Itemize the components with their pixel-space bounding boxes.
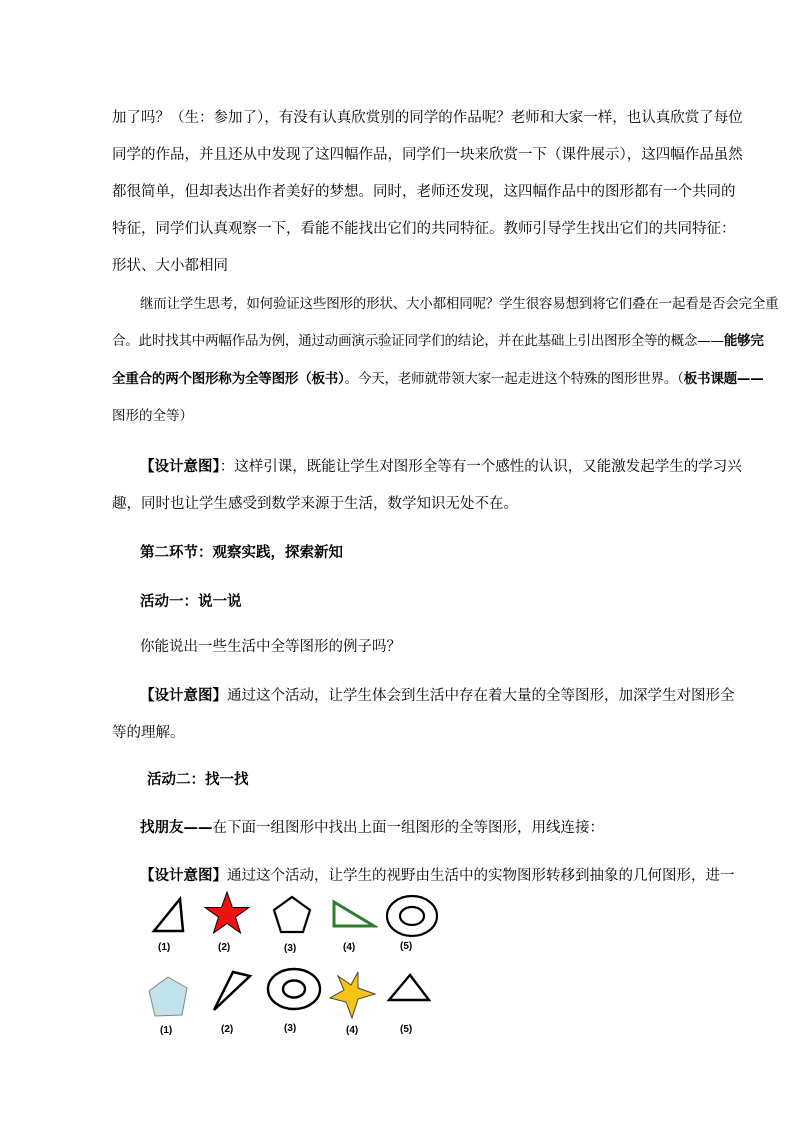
top-ring <box>384 893 440 939</box>
para1-line2: 同学的作品，并且还从中发现了这四幅作品，同学们一块来欣赏一下（课件展示），这四幅作品虽然 <box>112 147 743 163</box>
bottom-label-3: (3) <box>284 1023 297 1034</box>
top-triangle-1 <box>150 896 190 936</box>
bottom-label-2: (2) <box>221 1024 234 1035</box>
bottom-label-1: (1) <box>160 1025 173 1036</box>
find-friend-label: 找朋友—— <box>140 820 213 836</box>
para2-line3-bold2: 板书课题—— <box>683 371 764 387</box>
bottom-label-4: (4) <box>346 1025 359 1036</box>
para2-line4: 图形的全等） <box>112 408 193 424</box>
bottom-triangle-2 <box>208 968 254 1014</box>
para2-line1: 继而让学生思考，如何验证这些图形的形状、大小都相同呢？学生很容易想到将它们叠在一起看是否会完全重 <box>140 296 779 312</box>
para2-line2-text: 合。此时找其中两幅作品为例，通过动画演示验证同学们的结论，并在此基础上引出图形全等的概念—— <box>112 333 724 349</box>
para1-line1: 加了吗？（生：参加了），有没有认真欣赏别的同学的作品呢？老师和大家一样，也认真欣赏了每位 <box>112 110 743 126</box>
top-green-triangle <box>330 898 378 930</box>
para2-line3 <box>112 369 764 389</box>
design-intent2-line2: 等的理解。 <box>112 725 185 741</box>
top-label-4: (4) <box>343 942 356 953</box>
activity2-instruction <box>140 818 604 838</box>
top-star-red <box>203 890 251 938</box>
para1-line4: 特征，同学们认真观察一下，看能不能找出它们的共同特征。教师引导学生找出它们的共同特征： <box>112 221 736 237</box>
design-intent3-text1: 通过这个活动，让学生的视野由生活中的实物图形转移到抽象的几何图形，进一 <box>227 868 735 884</box>
top-label-5: (5) <box>400 941 413 952</box>
para2-line2-bold: 能够完 <box>723 333 764 349</box>
design-intent2-label: 【设计意图】 <box>140 688 227 704</box>
para1-line5: 形状、大小都相同 <box>112 258 228 274</box>
para2-line3-text: 。今天，老师就带领大家一起走进这个特殊的图形世界。（ <box>344 371 684 387</box>
design-intent2-line1 <box>140 686 735 706</box>
top-label-2: (2) <box>218 942 231 953</box>
bottom-label-5: (5) <box>400 1024 413 1035</box>
para2-line2 <box>112 331 764 351</box>
section2-title: 第二环节：观察实践，探索新知 <box>140 545 343 561</box>
design-intent1-label: 【设计意图】 <box>140 459 220 475</box>
bottom-star-yellow <box>328 970 378 1022</box>
activity1-title: 活动一：说一说 <box>140 594 242 610</box>
design-intent1-text1: ：这样引课，既能让学生对图形全等有一个感性的认识，又能激发起学生的学习兴 <box>219 459 742 475</box>
design-intent3-label: 【设计意图】 <box>140 868 227 884</box>
top-label-1: (1) <box>158 942 171 953</box>
top-pentagon <box>270 894 314 938</box>
design-intent1-line2: 趣，同时也让学生感受到数学来源于生活，数学知识无处不在。 <box>112 496 518 512</box>
para2-line3-bold: 全重合的两个图形称为全等图形（板书） <box>112 371 345 387</box>
bottom-ring <box>266 966 322 1012</box>
activity1-question: 你能说出一些生活中全等图形的例子吗？ <box>140 639 401 655</box>
bottom-triangle-5 <box>384 972 434 1004</box>
top-label-3: (3) <box>284 943 297 954</box>
find-friend-text: 在下面一组图形中找出上面一组图形的全等图形，用线连接： <box>212 820 604 836</box>
para1-line3: 都很简单，但却表达出作者美好的梦想。同时，老师还发现，这四幅作品中的图形都有一个共同的 <box>112 184 736 200</box>
activity2-title: 活动二：找一找 <box>147 772 249 788</box>
design-intent2-text1: 通过这个活动，让学生体会到生活中存在着大量的全等图形，加深学生对图形全 <box>227 688 735 704</box>
bottom-pentagon-filled <box>144 974 192 1020</box>
design-intent3-line1 <box>140 866 735 886</box>
design-intent1-line1 <box>140 457 742 477</box>
